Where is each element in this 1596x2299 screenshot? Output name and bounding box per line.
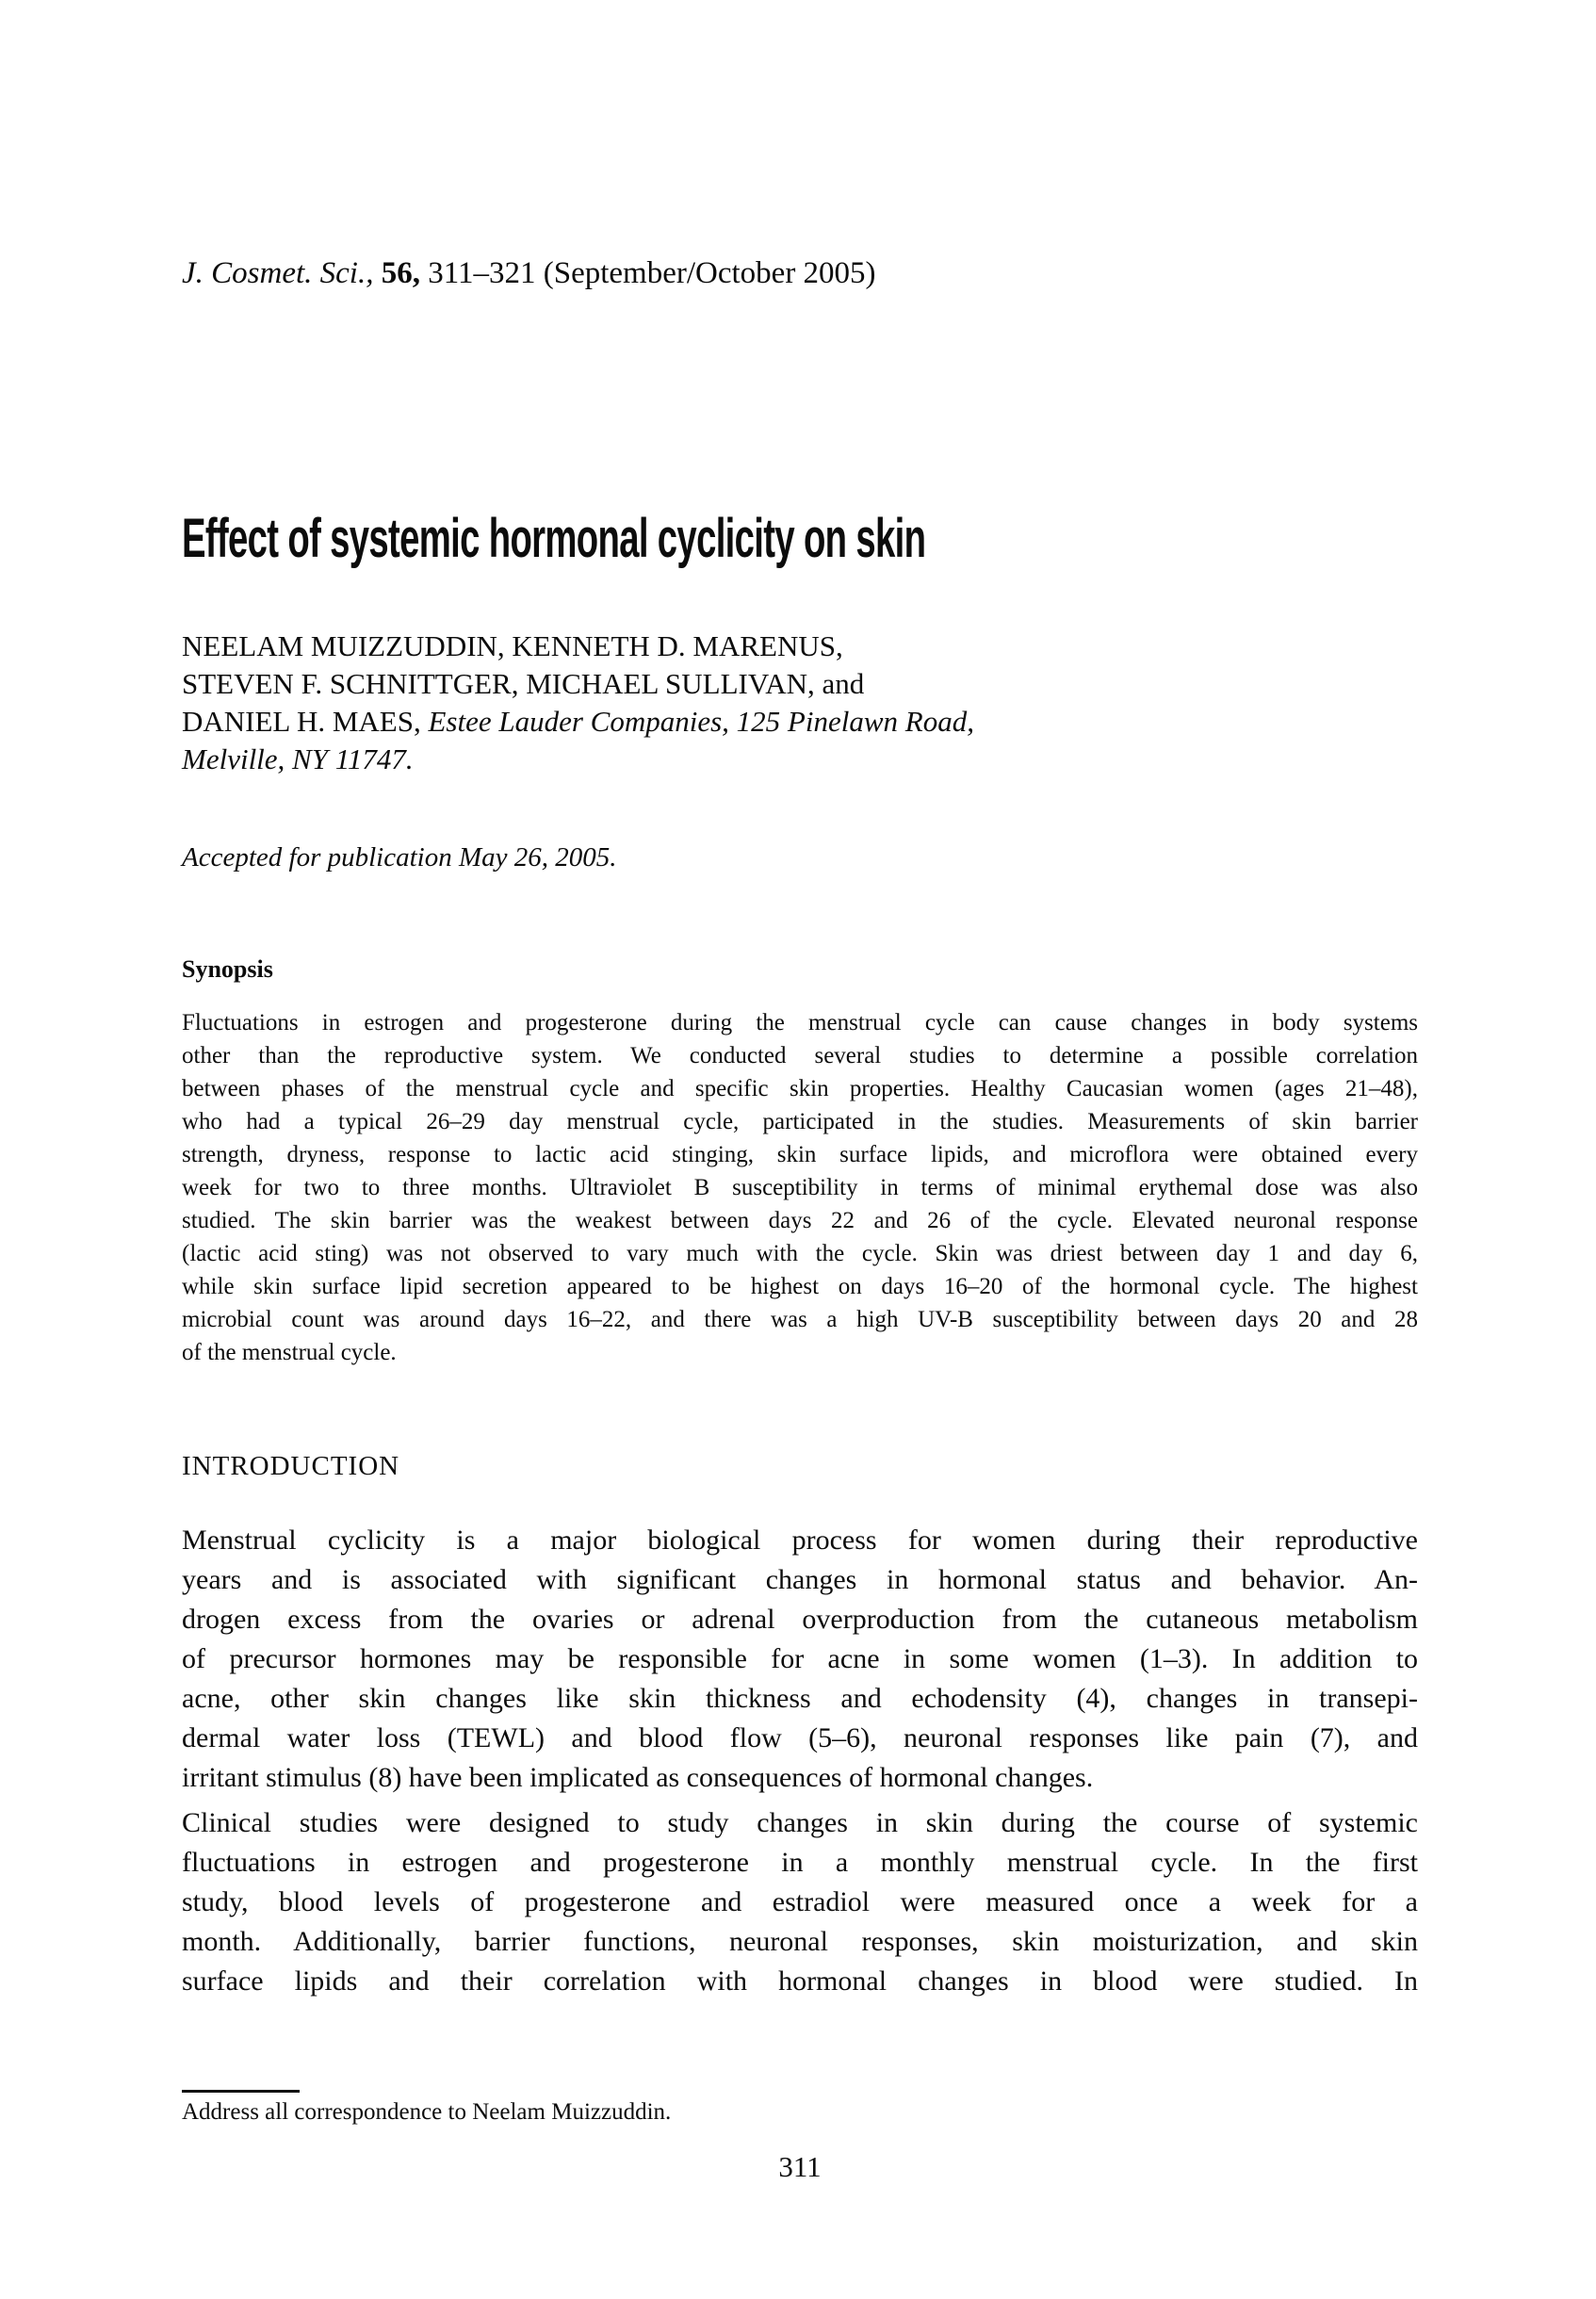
synopsis-line: between phases of the menstrual cycle and specific skin properties. Healthy Caucasian women (ages 21–48), [182, 1076, 1418, 1101]
body-line: fluctuations in estrogen and progesterone in a monthly menstrual cycle. In the first [182, 1847, 1418, 1878]
footnote-text: Address all correspondence to Neelam Muizzuddin. [182, 2099, 672, 2125]
synopsis-line: who had a typical 26–29 day menstrual cycle, participated in the studies. Measurements of skin barrier [182, 1109, 1418, 1134]
synopsis-line: studied. The skin barrier was the weakest between days 22 and 26 of the cycle. Elevated neuronal response [182, 1208, 1418, 1233]
synopsis-heading: Synopsis [182, 955, 273, 983]
introduction-paragraph-2 [182, 1803, 1418, 2001]
synopsis-line: Fluctuations in estrogen and progesterone during the menstrual cycle can cause changes in body systems [182, 1010, 1418, 1035]
article-title: Effect of systemic hormonal cyclicity on skin [182, 508, 926, 569]
author-line-3-names: DANIEL H. MAES, [182, 705, 421, 738]
body-line: surface lipids and their correlation with hormonal changes in blood were studied. In [182, 1965, 1418, 1997]
author-line-2: STEVEN F. SCHNITTGER, MICHAEL SULLIVAN, and [182, 667, 865, 700]
synopsis-line: week for two to three months. Ultraviolet B susceptibility in terms of minimal erythemal dose was also [182, 1175, 1418, 1200]
body-line: month. Additionally, barrier functions, neuronal responses, skin moisturization, and skin [182, 1926, 1418, 1957]
synopsis-line: (lactic acid sting) was not observed to vary much with the cycle. Skin was driest between day 1 and day 6, [182, 1241, 1418, 1266]
journal-citation [182, 256, 1418, 291]
body-line: years and is associated with significant changes in hormonal status and behavior. An- [182, 1564, 1418, 1595]
affiliation-line-2: Melville, NY 11747. [182, 742, 414, 775]
body-line: study, blood levels of progesterone and estradiol were measured once a week for a [182, 1886, 1418, 1917]
journal-pages-issue: 311–321 (September/October 2005) [428, 256, 876, 290]
synopsis-line: while skin surface lipid secretion appeared to be highest on days 16–20 of the hormonal cycle. The highest [182, 1274, 1418, 1299]
body-line: Menstrual cyclicity is a major biological process for women during their reproductive [182, 1525, 1418, 1556]
article-title-block [182, 507, 1418, 570]
body-line: dermal water loss (TEWL) and blood flow (5–6), neuronal responses like pain (7), and [182, 1722, 1418, 1753]
introduction-paragraph-1 [182, 1521, 1418, 1798]
synopsis-line: other than the reproductive system. We conducted several studies to determine a possible correlation [182, 1043, 1418, 1068]
accepted-note: Accepted for publication May 26, 2005. [182, 842, 617, 872]
author-line-1: NEELAM MUIZZUDDIN, KENNETH D. MARENUS, [182, 629, 843, 662]
journal-volume: 56, [381, 256, 420, 290]
synopsis-line: of the menstrual cycle. [182, 1340, 397, 1365]
synopsis-line: microbial count was around days 16–22, and there was a high UV-B susceptibility between days 20 and 28 [182, 1307, 1418, 1332]
body-line: Clinical studies were designed to study changes in skin during the course of systemic [182, 1807, 1418, 1838]
body-line: of precursor hormones may be responsible for acne in some women (1–3). In addition to [182, 1643, 1418, 1674]
body-line: acne, other skin changes like skin thickness and echodensity (4), changes in transepi- [182, 1683, 1418, 1714]
introduction-heading: INTRODUCTION [182, 1451, 400, 1481]
author-block [182, 628, 1418, 778]
journal-name: J. Cosmet. Sci., [182, 256, 374, 290]
body-line: irritant stimulus (8) have been implicated as consequences of hormonal changes. [182, 1762, 1094, 1793]
body-line: drogen excess from the ovaries or adrenal overproduction from the cutaneous metabolism [182, 1604, 1418, 1635]
synopsis-paragraph [182, 1006, 1418, 1369]
author-line-3 [182, 703, 1418, 741]
affiliation-line-1: Estee Lauder Companies, 125 Pinelawn Road, [428, 705, 974, 738]
page-number: 311 [778, 2150, 822, 2183]
footnote-divider [182, 2090, 300, 2093]
synopsis-line: strength, dryness, response to lactic acid stinging, skin surface lipids, and microflora were obtained every [182, 1142, 1418, 1167]
